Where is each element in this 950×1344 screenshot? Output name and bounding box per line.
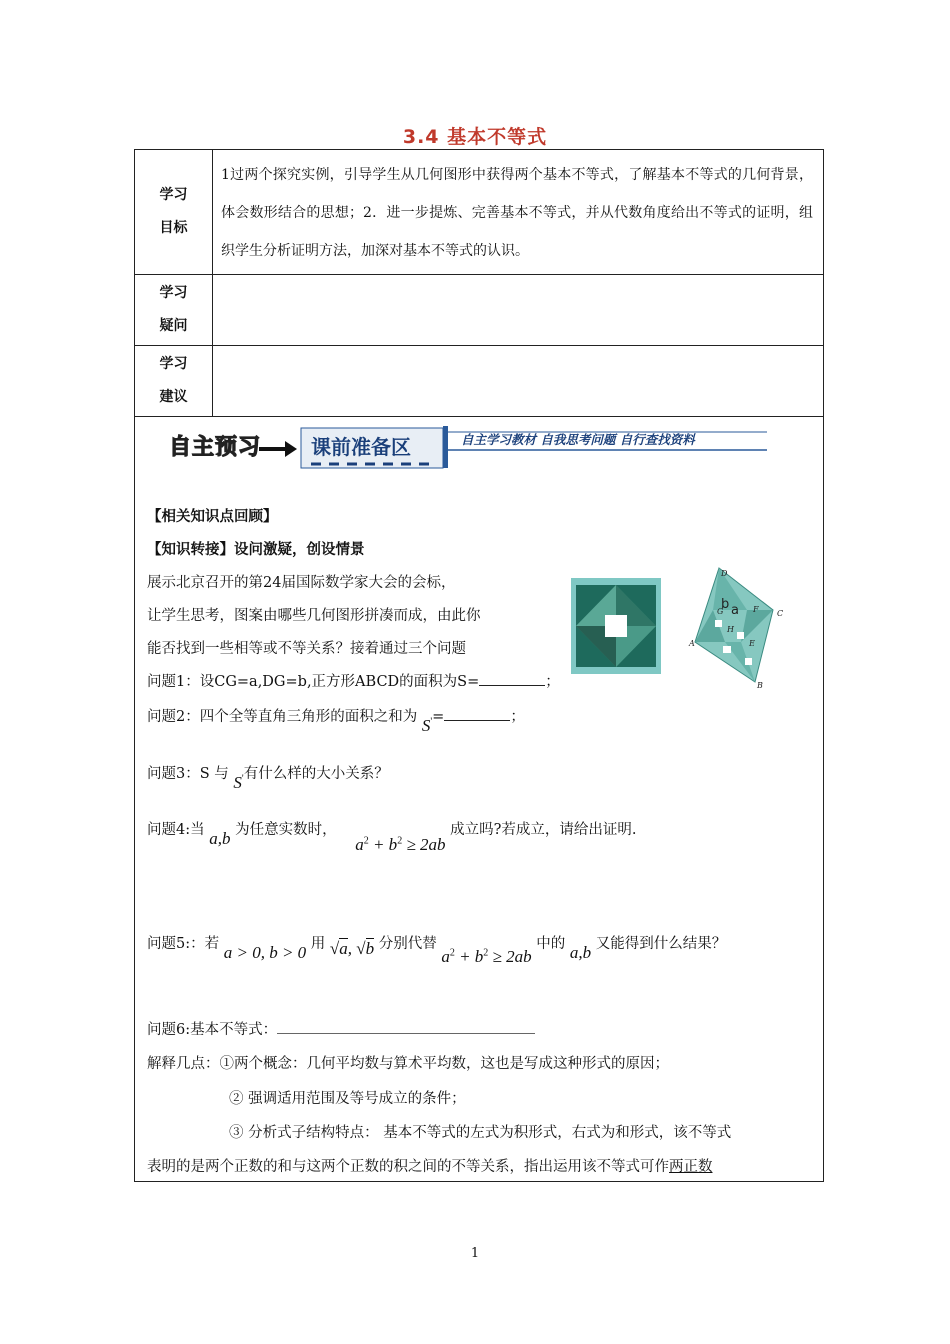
banner-center-text: 课前准备区 (311, 435, 411, 459)
question-6 (147, 1018, 535, 1039)
preview-banner (163, 422, 803, 472)
ab-formula: a,b (209, 829, 231, 848)
label-D: D (721, 569, 728, 578)
banner-left-text: 自主预习 (169, 435, 262, 460)
diagram-small-square-3 (723, 646, 731, 653)
question-4-text-c: 成立吗?若成立，请给出证明. (450, 822, 637, 838)
explain-underlined: 两正数 (669, 1159, 713, 1175)
question-6-text: 问题6:基本不等式： (147, 1022, 278, 1038)
question-5-text-c: 分别代替 (378, 936, 437, 952)
question-4-text-a: 问题4:当 (147, 822, 205, 838)
explain-last-line (147, 1155, 713, 1176)
objective-row (135, 150, 823, 275)
banner-divider (443, 426, 448, 468)
diagram-small-square-2 (737, 632, 744, 639)
s-prime-symbol: S' (421, 716, 433, 735)
label-a: a (731, 603, 739, 618)
question-5-text-a: 问题5:：若 (147, 936, 220, 952)
sqrt-formula: √a, √b (329, 939, 375, 958)
question-3-text-b: 有什么样的大小关系？ (243, 766, 389, 782)
label-H: H (727, 625, 734, 634)
question-3 (147, 762, 389, 792)
page-title: 3.4 基本不等式 (402, 126, 548, 148)
q2-blank[interactable] (444, 706, 510, 721)
label-C: C (777, 609, 784, 618)
question-5-text-d: 中的 (536, 936, 566, 952)
positive-condition: a > 0, b > 0 (223, 943, 307, 962)
explain-line: 解释几点：①两个概念：几何平均数与算术平均数，这也是写成这种形式的原因； (147, 1056, 669, 1072)
inequality-formula: $a^2 + b^2 \ge 2ab$ (355, 835, 446, 854)
label-b: b (721, 597, 730, 612)
intro-line-2: 让学生思考，图案由哪些几何图形拼凑而成，由此你 (147, 608, 481, 624)
objective-label-1: 学习 (159, 187, 188, 203)
question-3-text-a: 问题3：S 与 (147, 766, 229, 782)
objective-label-2: 目标 (159, 220, 188, 236)
square-diagram (687, 564, 797, 690)
question-2-text: 问题2：四个全等直角三角形的面积之和为 (147, 709, 418, 725)
question-label-1: 学习 (159, 285, 188, 301)
question-4-text-b: 为任意实数时， (235, 822, 337, 838)
diagram-small-square-4 (745, 658, 752, 665)
objective-label (135, 150, 213, 274)
advice-label-1: 学习 (159, 356, 188, 372)
question-label (135, 275, 213, 345)
label-G: G (717, 607, 724, 616)
intro-line-3: 能否找到一些相等或不等关系？接着通过三个问题 (147, 641, 466, 657)
lesson-table (134, 149, 824, 1182)
question-label-2: 疑问 (159, 318, 188, 334)
label-E: E (749, 639, 755, 648)
question-5-text-e: 又能得到什么结果？ (595, 936, 727, 952)
emblem-figure (571, 578, 661, 674)
label-B: B (757, 681, 763, 690)
label-A: A (689, 639, 695, 648)
label-F: F (753, 605, 759, 614)
question-2: 问题2：四个全等直角三角形的面积之和为 S'= ； (147, 705, 525, 726)
question-row (135, 275, 823, 346)
diagram-small-square-1 (715, 620, 722, 627)
page-number: 1 (470, 1246, 480, 1261)
emblem-center-square (605, 615, 627, 637)
q6-blank[interactable] (277, 1019, 535, 1034)
objective-text: 1过两个探究实例，引导学生从几何图形中获得两个基本不等式，了解基本不等式的几何背景，体会数形结合的思想；2．进一步提炼、完善基本不等式，并从代数角度给出不等式的证明，组织学生分析证明方法，加深对基本不等式的认识。 (221, 167, 813, 259)
banner-right-text: 自主学习教材 自我思考问题 自行查找资料 (461, 432, 695, 447)
question-1: 问题1：设CG=a,DG=b,正方形ABCD的面积为S= ； (147, 670, 560, 691)
advice-label-2: 建议 (159, 389, 188, 405)
question-1-text: 问题1：设CG=a,DG=b,正方形ABCD的面积为S= (147, 674, 480, 690)
advice-label (135, 346, 213, 416)
s-prime-symbol-2: S' (233, 773, 244, 792)
question-5 (147, 932, 727, 966)
intro-line-1: 展示北京召开的第24届国际数学家大会的会标， (147, 575, 456, 591)
explain-point-3: ③ 分析式子结构特点： 基本不等式的左式为积形式，右式为和形式，该不等式 (229, 1125, 732, 1141)
ab-formula-2: a,b (569, 943, 592, 962)
transfer-heading: 【知识转接】设问激疑，创设情景 (147, 542, 365, 558)
advice-row (135, 346, 823, 417)
explain-point-2: ② 强调适用范围及等号成立的条件； (229, 1091, 466, 1107)
inequality-formula-2: $a^2 + b^2 \ge 2ab$ (441, 947, 532, 966)
question-5-text-b: 用 (310, 936, 326, 952)
question-4 (147, 818, 637, 854)
explain-last-text: 表明的是两个正数的和与这两个正数的积之间的不等关系，指出运用该不等式可作 (147, 1159, 669, 1175)
review-heading: 【相关知识点回顾】 (147, 509, 278, 525)
q1-blank[interactable] (479, 671, 545, 686)
arrow-head-icon (285, 441, 297, 457)
